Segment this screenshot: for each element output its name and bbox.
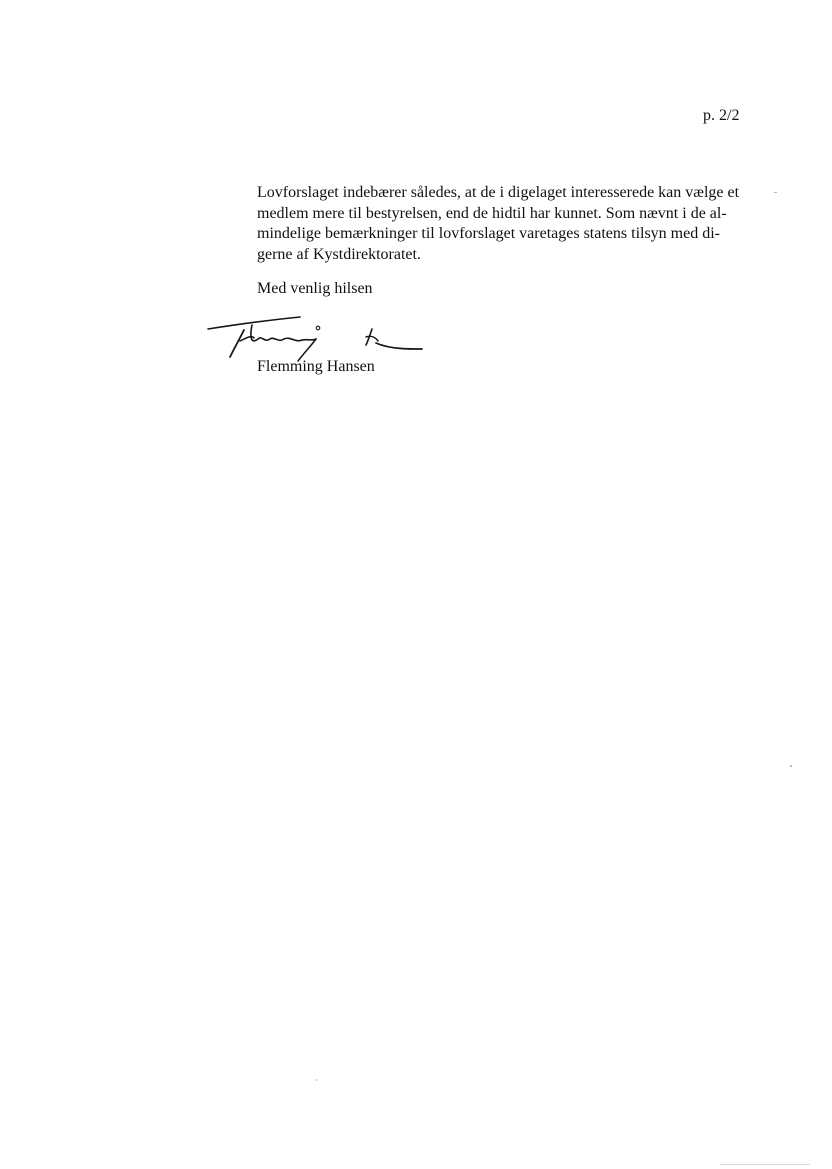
scan-speck <box>316 1079 317 1081</box>
body-line: Lovforslaget indebærer således, at de i digelaget interesserede kan vælge et <box>257 184 740 201</box>
letter-body <box>257 183 749 265</box>
signer-name: Flemming Hansen <box>257 358 375 375</box>
body-line: medlem mere til bestyrelsen, end de hidtil har kunnet. Som nævnt i de al- <box>257 204 727 222</box>
body-line: mindelige bemærkninger til lovforslaget varetages statens tilsyn med di- <box>257 225 720 242</box>
closing-salutation: Med venlig hilsen <box>257 280 373 297</box>
scan-speck <box>774 192 777 193</box>
scan-speck <box>790 765 792 767</box>
body-line: gerne af Kystdirektoratet. <box>257 245 421 263</box>
scan-speck <box>720 1164 810 1165</box>
page-number: p. 2/2 <box>703 107 740 124</box>
